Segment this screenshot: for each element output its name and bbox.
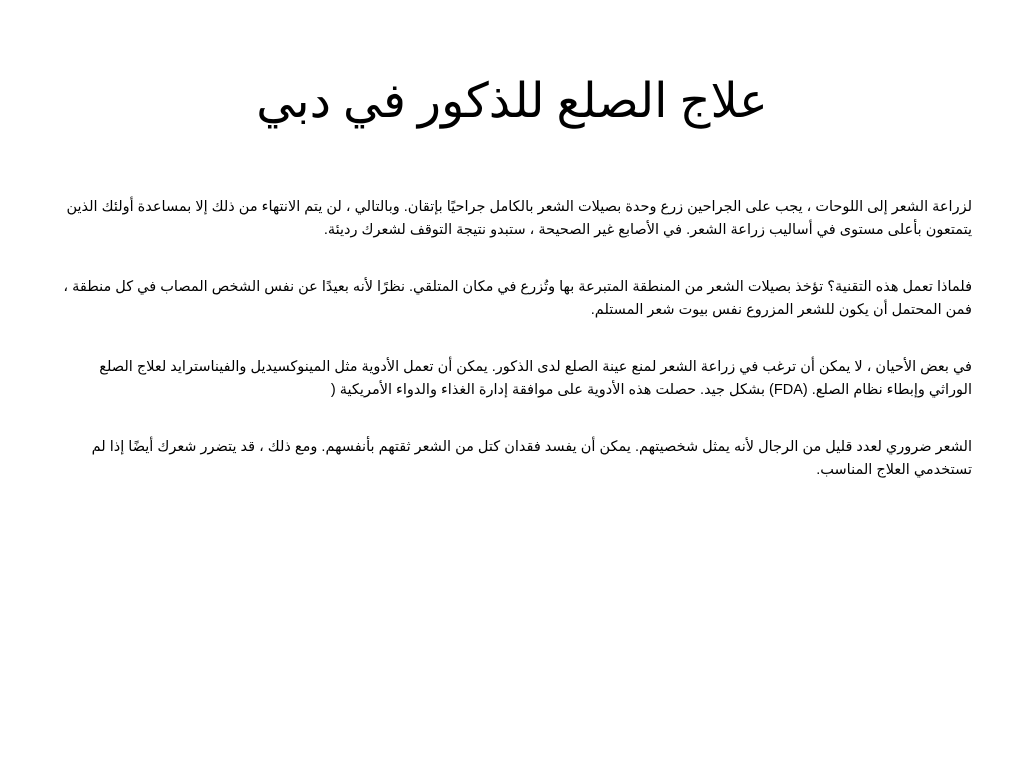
- paragraph-3: في بعض الأحيان ، لا يمكن أن ترغب في زراعة الشعر لمنع عينة الصلع لدى الذكور. يمكن أن تعمل الأدوية مثل المينوكسيديل والفيناسترايد لعلاج الصلع الوراثي وإبطاء نظام الصلع. (FDA) بشكل جيد. حصلت هذه الأدوية على موافقة إدارة الغذاء والدواء الأمريكية (: [99, 359, 972, 398]
- slide-title: علاج الصلع للذكور في دبي: [256, 75, 768, 128]
- paragraph-2: فلماذا تعمل هذه التقنية؟ تؤخذ بصيلات الشعر من المنطقة المتبرعة بها وتُزرع في مكان المتلقي. نظرًا لأنه بعيدًا عن نفس الشخص المصاب في كل منطقة ، فمن المحتمل أن يكون للشعر المزروع نفس بيوت شعر المستلم.: [63, 279, 972, 318]
- paragraph-1: لزراعة الشعر إلى اللوحات ، يجب على الجراحين زرع وحدة بصيلات الشعر بالكامل جراحيًا بإتقان. وبالتالي ، لن يتم الانتهاء من ذلك إلا بمساعدة أولئك الذين يتمتعون بأعلى مستوى في أساليب زراعة الشعر. في الأصابع غير الصحيحة ، ستبدو نتيجة التوقف لشعرك رديئة.: [66, 199, 972, 238]
- slide-body: [62, 196, 972, 516]
- paragraph-4: الشعر ضروري لعدد قليل من الرجال لأنه يمثل شخصيتهم. يمكن أن يفسد فقدان كتل من الشعر ثقتهم بأنفسهم. ومع ذلك ، قد يتضرر شعرك أيضًا إذا لم تستخدمي العلاج المناسب.: [91, 439, 972, 478]
